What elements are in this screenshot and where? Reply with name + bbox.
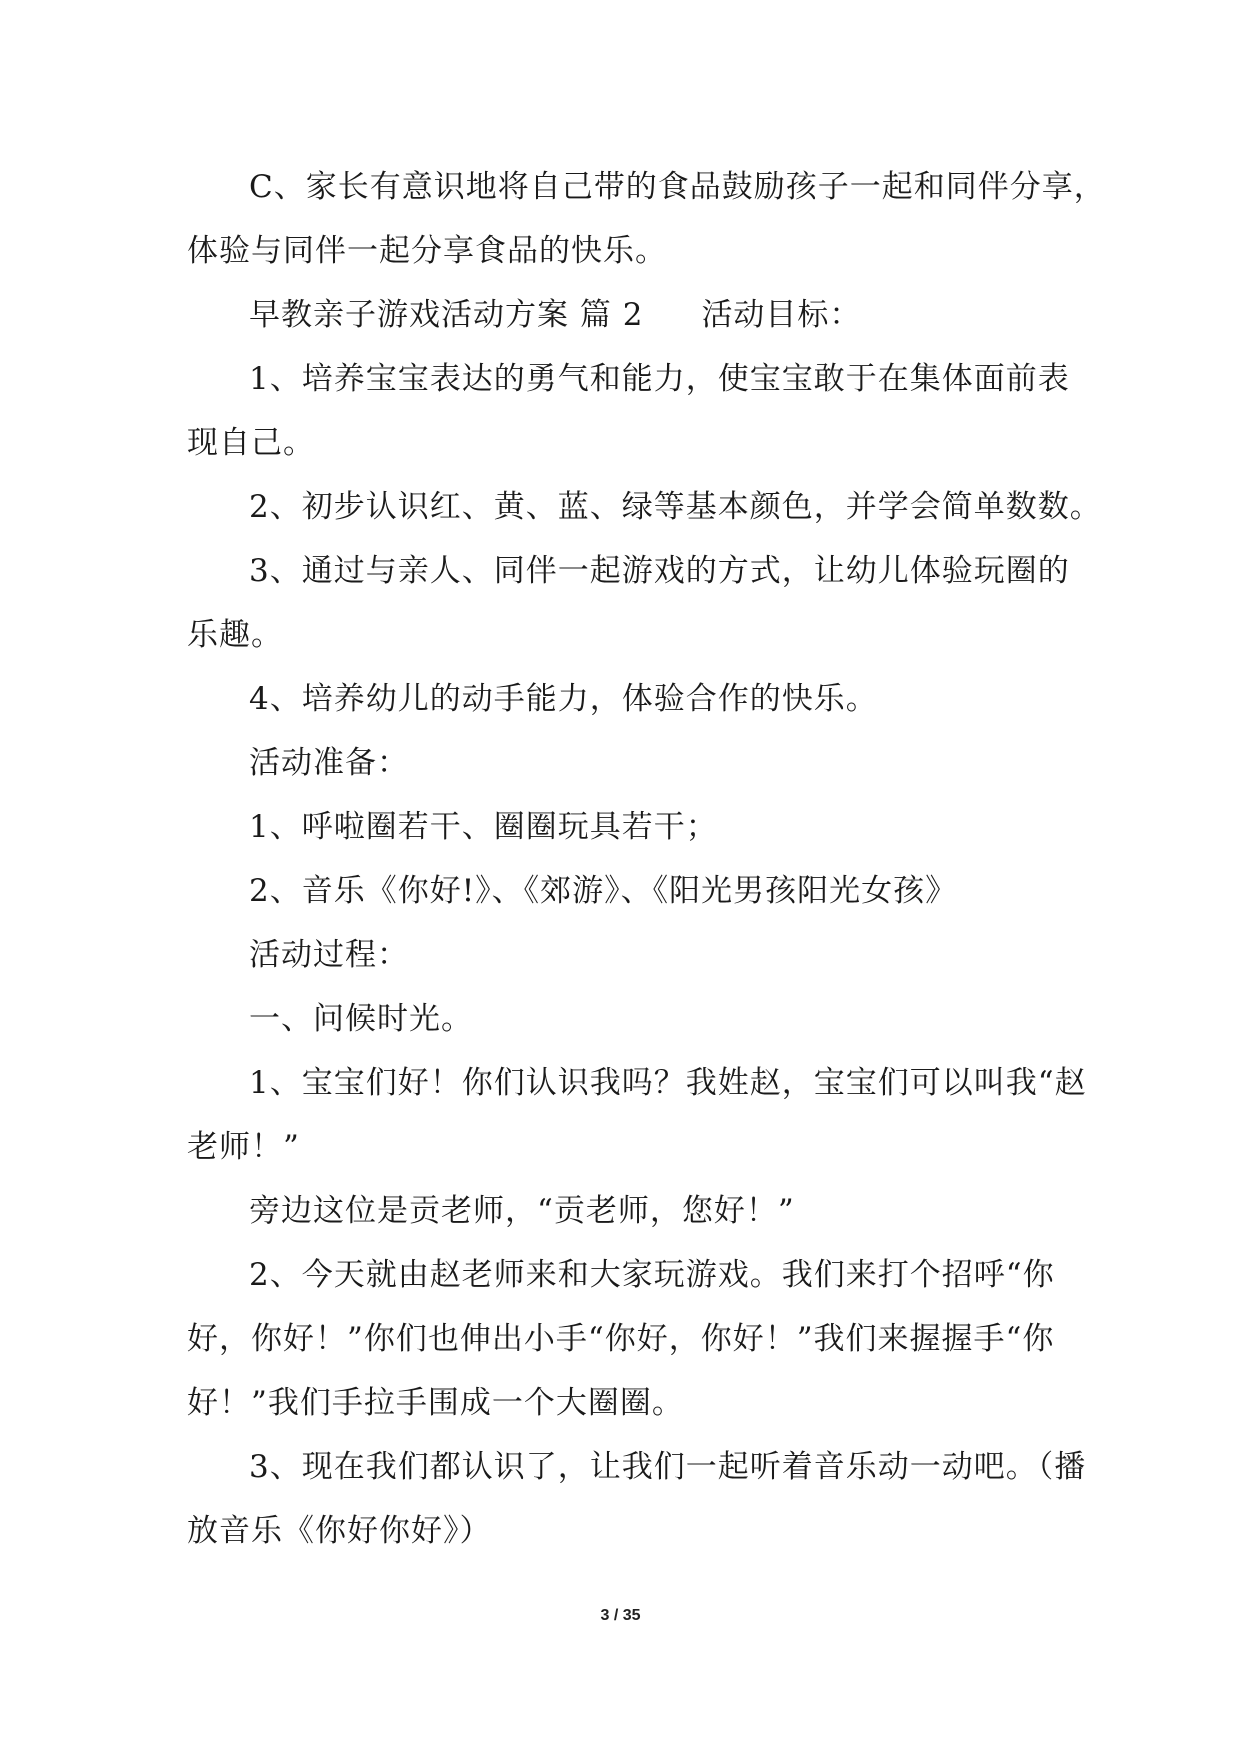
paragraph-line: 2、音乐《你好!》、《郊游》、《阳光男孩阳光女孩》 [249, 873, 958, 909]
subheading-line: 活动过程： [249, 937, 409, 973]
paragraph-line: 2、今天就由赵老师来和大家玩游戏。我们来打个招呼“你 [249, 1257, 1055, 1293]
paragraph-line: 旁边这位是贡老师，“贡老师，您好！” [249, 1193, 795, 1229]
paragraph-line: C、家长有意识地将自己带的食品鼓励孩子一起和同伴分享， [249, 169, 1106, 205]
paragraph-line: 3、通过与亲人、同伴一起游戏的方式，让幼儿体验玩圈的 [249, 553, 1070, 589]
subheading-line: 一、问候时光。 [249, 1001, 473, 1037]
page-number: 3 / 35 [600, 1607, 641, 1624]
document-body [187, 155, 1106, 1563]
paragraph-line: 现自己。 [187, 425, 315, 461]
paragraph-line: 体验与同伴一起分享食品的快乐。 [187, 233, 667, 269]
section-title: 早教亲子游戏活动方案 篇 2 [249, 297, 644, 333]
paragraph-line: 乐趣。 [187, 617, 283, 653]
paragraph-line: 1、培养宝宝表达的勇气和能力，使宝宝敢于在集体面前表 [249, 361, 1070, 397]
section-heading-line [187, 283, 1067, 347]
paragraph-line: 好，你好！”你们也伸出小手“你好，你好！”我们来握握手“你 [187, 1321, 1055, 1357]
paragraph-line: 1、宝宝们好！你们认识我吗？我姓赵，宝宝们可以叫我“赵 [249, 1065, 1087, 1101]
paragraph-line: 放音乐《你好你好》） [187, 1513, 492, 1549]
section-subtitle: 活动目标： [701, 297, 862, 333]
paragraph-line: 1、呼啦圈若干、圈圈玩具若干； [249, 809, 718, 845]
paragraph-line: 老师！” [187, 1129, 300, 1165]
paragraph-line: 3、现在我们都认识了，让我们一起听着音乐动一动吧。（播 [249, 1449, 1087, 1485]
paragraph-line: 2、初步认识红、黄、蓝、绿等基本颜色，并学会简单数数。 [249, 489, 1102, 525]
paragraph-line: 好！”我们手拉手围成一个大圈圈。 [187, 1385, 684, 1421]
paragraph-line: 4、培养幼儿的动手能力，体验合作的快乐。 [249, 681, 878, 717]
subheading-line: 活动准备： [249, 745, 409, 781]
